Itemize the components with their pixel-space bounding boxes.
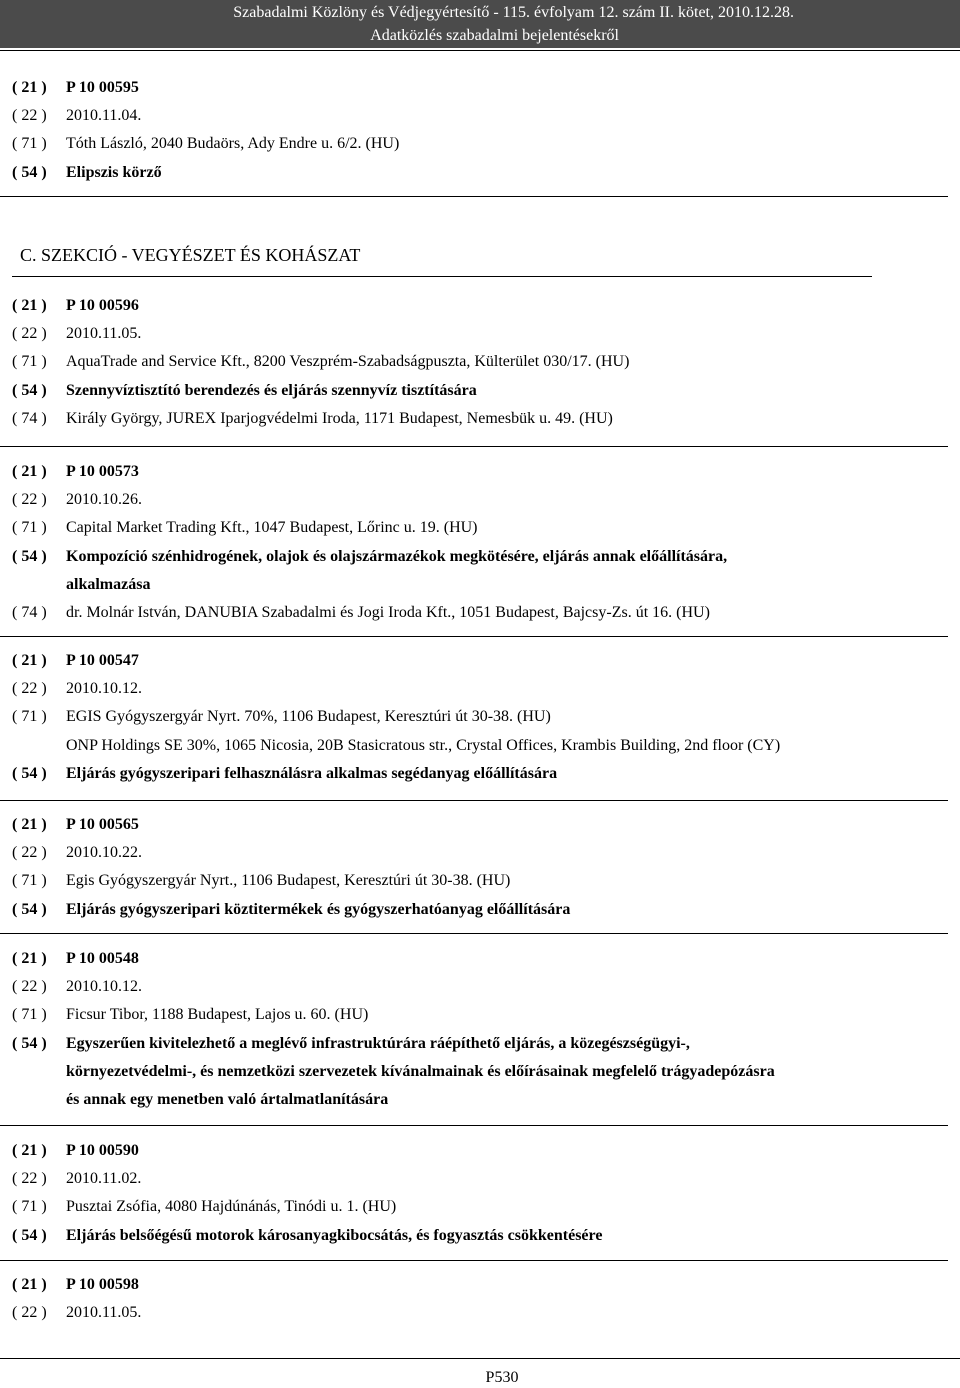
page-footer [0, 1368, 960, 1388]
record-line [12, 651, 139, 671]
record-line [12, 843, 142, 863]
record-line [12, 547, 727, 567]
field-code: ( 22 ) [12, 680, 47, 698]
field-code: ( 54 ) [12, 1226, 47, 1244]
record-line [12, 1005, 368, 1025]
field-code: ( 54 ) [12, 900, 47, 918]
record-divider [0, 933, 948, 934]
field-value: környezetvédelmi-, és nemzetközi szervezetek kívánalmainak és előírásainak megfelelő trágyadepózásra [66, 1062, 775, 1080]
record-line [12, 1034, 690, 1054]
record-divider [0, 196, 948, 197]
record-line [12, 462, 139, 482]
field-value: Eljárás gyógyszeripari felhasználásra alkalmas segédanyag előállítására [66, 764, 558, 782]
field-code: ( 54 ) [12, 1034, 47, 1052]
section-title: C. SZEKCIÓ - VEGYÉSZET ÉS KOHÁSZAT [20, 245, 361, 265]
record-line [12, 1197, 396, 1217]
field-value: 2010.10.26. [66, 491, 142, 509]
field-value: Király György, JUREX Iparjogvédelmi Iroda, 1171 Budapest, Nemesbük u. 49. (HU) [66, 409, 613, 427]
record-line [12, 1141, 139, 1161]
field-code: ( 21 ) [12, 950, 47, 967]
field-value: ONP Holdings SE 30%, 1065 Nicosia, 20B Stasicratous str., Crystal Offices, Krambis Building, 2nd floor (CY) [66, 736, 781, 754]
record-divider [0, 446, 948, 447]
field-value: P 10 00590 [66, 1142, 139, 1159]
field-code: ( 22 ) [12, 1170, 47, 1188]
field-value: 2010.11.02. [66, 1170, 142, 1188]
record-line [12, 679, 142, 699]
field-code: ( 71 ) [12, 872, 47, 890]
header-subtitle: Adatközlés szabadalmi bejelentésekről [370, 27, 619, 44]
field-value: Tóth László, 2040 Budaörs, Ady Endre u. 6/2. (HU) [66, 135, 400, 153]
field-value: 2010.10.12. [66, 680, 142, 698]
field-code: ( 54 ) [12, 163, 47, 181]
page-number: P530 [485, 1369, 519, 1386]
field-value: Capital Market Trading Kft., 1047 Budapest, Lőrinc u. 19. (HU) [66, 519, 478, 537]
record-line [12, 490, 142, 510]
field-code: ( 71 ) [12, 1198, 47, 1216]
record-line [12, 518, 478, 538]
field-code: ( 74 ) [12, 409, 47, 427]
record-divider [0, 636, 948, 637]
field-code: ( 21 ) [12, 1142, 47, 1159]
field-code: ( 71 ) [12, 708, 47, 726]
field-code: ( 22 ) [12, 1304, 47, 1322]
field-value: Egyszerűen kivitelezhető a meglévő infrastruktúrára ráépíthető eljárás, a közegészségügyi-, [66, 1034, 690, 1052]
field-value: 2010.11.05. [66, 1304, 142, 1322]
record-line [12, 1090, 388, 1110]
record-line [12, 949, 139, 969]
field-value: dr. Molnár István, DANUBIA Szabadalmi és Jogi Iroda Kft., 1051 Budapest, Bajcsy-Zs. út 16. (HU) [66, 604, 710, 621]
field-value: Ficsur Tibor, 1188 Budapest, Lajos u. 60. (HU) [66, 1006, 369, 1024]
field-code: ( 22 ) [12, 107, 47, 125]
record-line [12, 736, 780, 756]
field-code: ( 21 ) [12, 652, 47, 669]
field-code: ( 22 ) [12, 978, 47, 996]
field-code: ( 71 ) [12, 1006, 47, 1024]
record-line [12, 324, 141, 344]
field-value: P 10 00595 [66, 79, 139, 96]
record-divider [0, 800, 948, 801]
record-divider [0, 1125, 948, 1126]
publication-header [0, 0, 960, 48]
field-value: Szennyvíztisztító berendezés és eljárás szennyvíz tisztítására [66, 381, 477, 399]
record-line [12, 900, 570, 920]
record-line [12, 296, 139, 316]
field-value: EGIS Gyógyszergyár Nyrt. 70%, 1106 Budapest, Keresztúri út 30-38. (HU) [66, 708, 551, 726]
record-line [12, 1169, 141, 1189]
field-code: ( 74 ) [12, 604, 47, 621]
field-value: 2010.11.04. [66, 107, 142, 125]
field-value: Eljárás gyógyszeripari köztitermékek és gyógyszerhatóanyag előállítására [66, 900, 571, 918]
record-line [12, 603, 710, 623]
field-value: Eljárás belsőégésű motorok károsanyagkibocsátás, és fogyasztás csökkentésére [66, 1226, 603, 1244]
field-code: ( 71 ) [12, 353, 47, 371]
record-line [12, 106, 141, 126]
field-value: alkalmazása [66, 575, 151, 593]
field-value: P 10 00596 [66, 297, 139, 314]
field-value: Elipszis körző [66, 163, 162, 181]
field-value: P 10 00565 [66, 816, 139, 833]
field-value: AquaTrade and Service Kft., 8200 Veszprém-Szabadságpuszta, Külterület 030/17. (HU) [66, 353, 630, 371]
field-code: ( 22 ) [12, 325, 47, 343]
field-value: és annak egy menetben való ártalmatlanítására [66, 1091, 389, 1108]
field-code: ( 21 ) [12, 79, 47, 96]
field-code: ( 22 ) [12, 491, 47, 509]
field-code: ( 71 ) [12, 519, 47, 537]
field-value: 2010.10.12. [66, 978, 142, 996]
field-value: P 10 00548 [66, 950, 139, 967]
field-code: ( 71 ) [12, 135, 47, 153]
footer-rule [0, 1358, 960, 1359]
record-divider [0, 1260, 948, 1261]
field-value: Egis Gyógyszergyár Nyrt., 1106 Budapest, Keresztúri út 30-38. (HU) [66, 872, 511, 890]
field-code: ( 54 ) [12, 381, 47, 399]
field-code: ( 54 ) [12, 547, 47, 565]
record-line [12, 871, 510, 891]
field-code: ( 21 ) [12, 1276, 47, 1293]
field-value: P 10 00573 [66, 463, 139, 480]
field-value: P 10 00598 [66, 1276, 139, 1293]
record-line [12, 1303, 141, 1323]
field-value: Pusztai Zsófia, 4080 Hajdúnánás, Tinódi u. 1. (HU) [66, 1198, 397, 1216]
record-line [12, 352, 629, 372]
record-line [12, 1062, 775, 1082]
record-line [12, 163, 162, 183]
header-title: Szabadalmi Közlöny és Védjegyértesítő - 115. évfolyam 12. szám II. kötet, 2010.12.28. [233, 4, 794, 21]
record-line [12, 977, 142, 997]
record-line [12, 409, 613, 429]
record-line [12, 381, 477, 401]
record-line [12, 1226, 602, 1246]
section-underline [12, 276, 872, 277]
field-value: 2010.10.22. [66, 844, 142, 862]
field-code: ( 22 ) [12, 844, 47, 862]
record-line [12, 815, 139, 835]
field-code: ( 21 ) [12, 816, 47, 833]
field-code: ( 21 ) [12, 463, 47, 480]
record-line [12, 1275, 139, 1295]
field-value: 2010.11.05. [66, 325, 142, 343]
field-value: Kompozíció szénhidrogének, olajok és olajszármazékok megkötésére, eljárás annak előállítására, [66, 547, 728, 565]
record-line [12, 764, 557, 784]
record-line [12, 707, 551, 727]
field-value: P 10 00547 [66, 652, 139, 669]
record-line [12, 134, 399, 154]
header-rule [0, 50, 960, 51]
record-line [12, 78, 139, 98]
record-line [12, 575, 150, 595]
field-code: ( 21 ) [12, 297, 47, 314]
field-code: ( 54 ) [12, 764, 47, 782]
